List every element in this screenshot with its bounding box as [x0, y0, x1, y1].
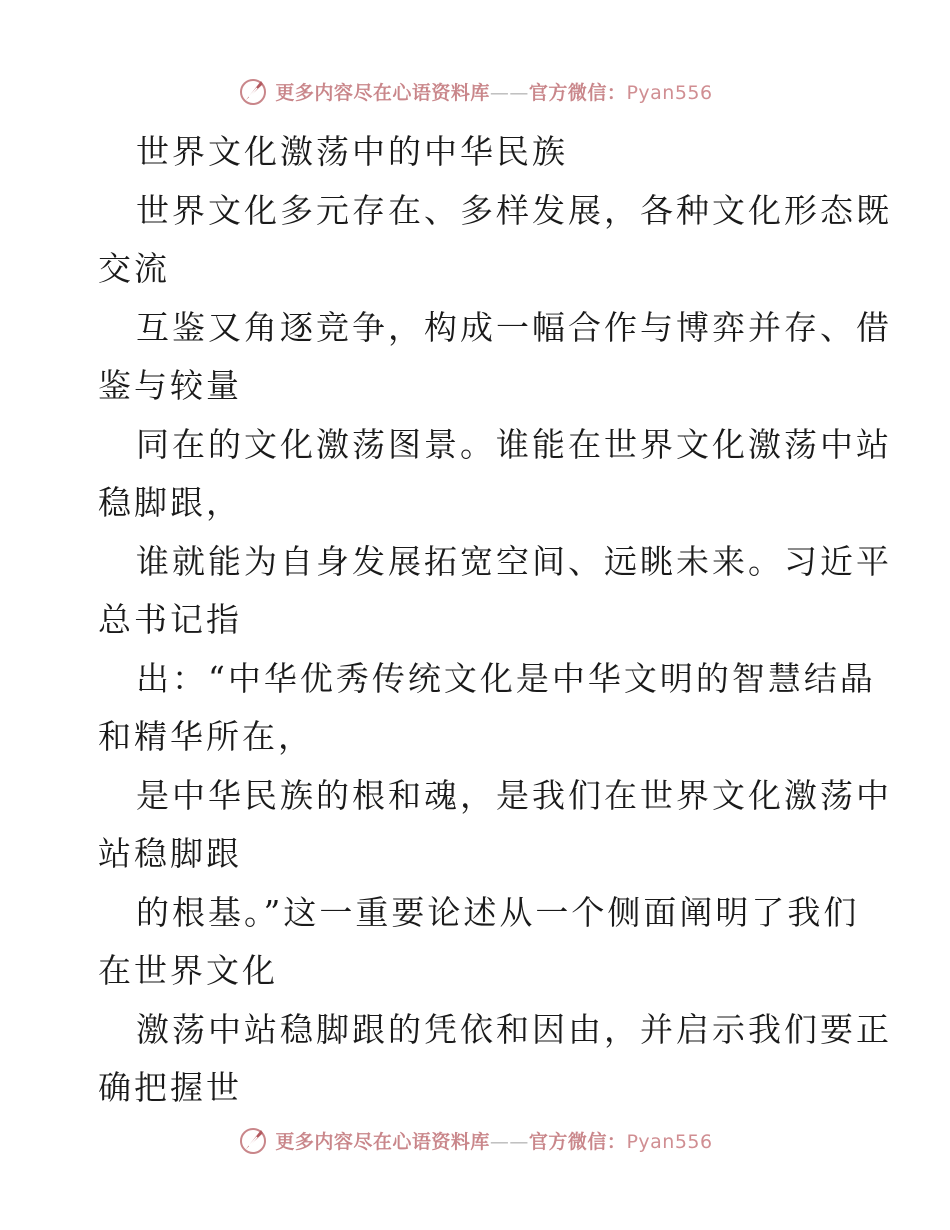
text-line: 交流 [98, 249, 170, 288]
text-line: 激荡中站稳脚跟的凭依和因由，并启示我们要正 [136, 1009, 892, 1049]
text-line: 互鉴又角逐竞争，构成一幅合作与博弈并存、借 [136, 307, 892, 347]
text-line: 稳脚跟， [98, 483, 242, 522]
text-line: 在世界文化 [98, 951, 278, 990]
text-line: 的根基。”这一重要论述从一个侧面阐明了我们 [136, 892, 860, 932]
text-line: 世界文化多元存在、多样发展，各种文化形态既 [136, 190, 892, 230]
text-line: 是中华民族的根和魂，是我们在世界文化激荡中 [136, 775, 892, 815]
document-body [98, 123, 892, 1118]
header-banner [0, 71, 950, 111]
document-title: 世界文化激荡中的中华民族 [136, 132, 568, 171]
quill-pen-logo-icon [237, 75, 269, 107]
text-line: 和精华所在， [98, 717, 314, 756]
footer-banner-text: 更多内容尽在心语资料库——官方微信：Pyan556 [275, 1130, 713, 1153]
header-banner-text: 更多内容尽在心语资料库——官方微信：Pyan556 [275, 81, 713, 104]
quill-pen-logo-icon [237, 1124, 269, 1156]
text-line: 出：“中华优秀传统文化是中华文明的智慧结晶 [136, 658, 876, 698]
text-line: 确把握世 [98, 1068, 242, 1107]
text-line: 鉴与较量 [98, 366, 242, 405]
footer-banner [0, 1120, 950, 1160]
text-line: 总书记指 [98, 600, 242, 639]
text-line: 站稳脚跟 [98, 834, 242, 873]
text-line: 谁就能为自身发展拓宽空间、远眺未来。习近平 [136, 541, 892, 581]
text-line: 同在的文化激荡图景。谁能在世界文化激荡中站 [136, 424, 892, 464]
